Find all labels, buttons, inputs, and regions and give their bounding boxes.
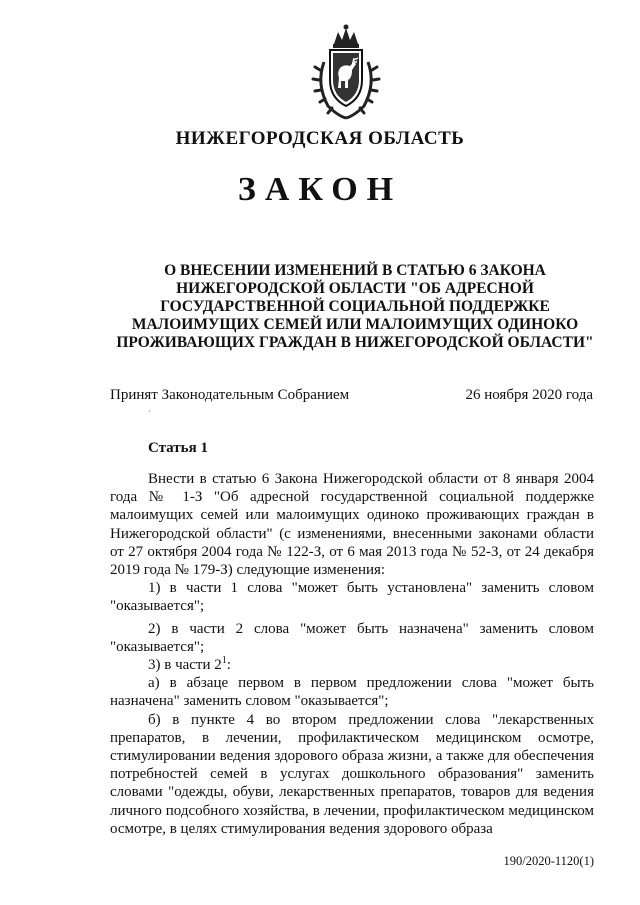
document-number: 190/2020-1120(1) bbox=[503, 854, 594, 868]
adoption-date: 26 ноября 2020 года bbox=[465, 387, 593, 403]
title-line: НИЖЕГОРОДСКОЙ ОБЛАСТИ "ОБ АДРЕСНОЙ bbox=[176, 280, 534, 297]
document-type: ЗАКОН bbox=[237, 171, 403, 208]
adopted-by: Принят Законодательным Собранием bbox=[110, 387, 350, 403]
scan-speck: ˊ bbox=[148, 410, 152, 421]
amendment-item-2: 2) в части 2 слова "может быть назначена" заменить словом "оказывается"; bbox=[110, 620, 594, 655]
title-line: ПРОЖИВАЮЩИХ ГРАЖДАН В НИЖЕГОРОДСКОЙ ОБЛАСТИ" bbox=[116, 334, 594, 351]
item3-superscript: 1 bbox=[221, 655, 227, 667]
article-heading: Статья 1 bbox=[148, 440, 208, 456]
item3-suffix: : bbox=[226, 657, 231, 674]
coat-of-arms-icon bbox=[310, 22, 382, 122]
title-line: ГОСУДАРСТВЕННОЙ СОЦИАЛЬНОЙ ПОДДЕРЖКЕ bbox=[160, 298, 550, 315]
item3-prefix: 3) в части 2 bbox=[148, 657, 222, 674]
amendment-item-3b: б) в пункте 4 во втором предложении слова "лекарственных препаратов, в лечении, профилактическом медицинском осмотре, стимулировании ведения здорового образа жизни, а также для обеспечения потребностей семей в услугах дошкольного образования" заменить словами "одежды, обуви, лекарственных препаратов, товаров для ведения личного подсобного хозяйства, в лечении, профилактическом медицинском осмотре, в целях стимулирования ведения здорового образа bbox=[110, 711, 594, 837]
title-line: О ВНЕСЕНИИ ИЗМЕНЕНИЙ В СТАТЬЮ 6 ЗАКОНА bbox=[164, 262, 546, 279]
amendment-item-3a: а) в абзаце первом в первом предложении слова "может быть назначена" заменить словом "оказывается"; bbox=[110, 675, 594, 710]
amendment-item-1: 1) в части 1 слова "может быть установлена" заменить словом "оказывается"; bbox=[110, 580, 594, 615]
article-intro: Внести в статью 6 Закона Нижегородской области от 8 января 2004 года № 1-З "Об адресной государственной социальной поддержке малоимущих семей или малоимущих одиноко проживающих граждан в Нижегородской области" (с изменениями, внесенными законами области от 27 октября 2004 года № 122-З, от 6 мая 2013 года № 52-З, от 24 декабря 2019 года № 179-З) следующие изменения: bbox=[110, 471, 594, 579]
article-body bbox=[110, 470, 594, 838]
title-line: МАЛОИМУЩИХ СЕМЕЙ ИЛИ МАЛОИМУЩИХ ОДИНОКО bbox=[131, 316, 579, 333]
amendment-item-3 bbox=[110, 656, 594, 674]
law-title bbox=[100, 262, 610, 352]
region-name: НИЖЕГОРОДСКАЯ ОБЛАСТЬ bbox=[175, 128, 465, 149]
